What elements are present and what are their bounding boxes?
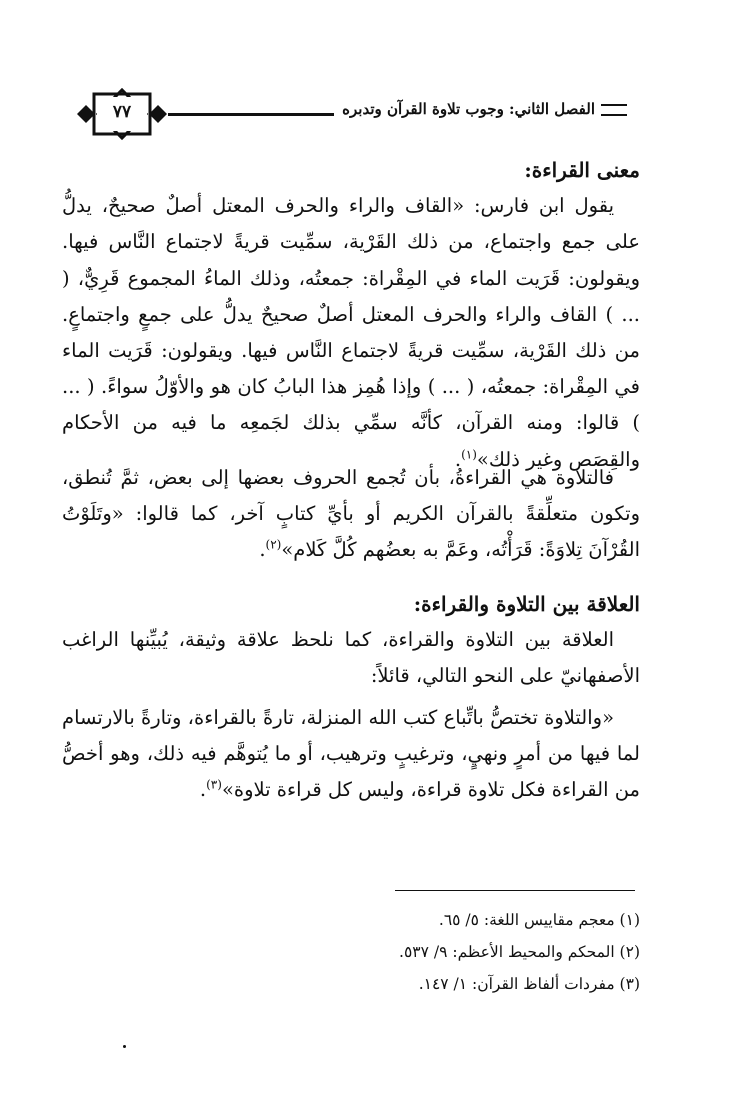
heading-relationship: العلاقة بين التلاوة والقراءة: xyxy=(413,592,640,616)
footnote-3: (٣) مفردات ألفاظ القرآن: ١/ ١٤٧. xyxy=(418,975,640,993)
footnote-separator xyxy=(395,890,635,891)
section-meaning-of-reading xyxy=(62,152,640,478)
chapter-title-text: الفصل الثاني: وجوب تلاوة القرآن وتدبره xyxy=(342,100,595,118)
page-number: ٧٧ xyxy=(112,102,132,122)
raghib-quote-text: «والتلاوة تختصُّ باتِّباع كتب الله المنزلة، تارةً بالقراءة، وتارةً بالارتسام لما فيها من أمرٍ ونهيٍ، وترغيبٍ وترهيب، أو ما يُتوهَّم فيه ذلك، وهو أخصُّ من القراءة فكل تلاوة قراءة، وليس كل قراءة تلاوة» xyxy=(62,706,640,802)
header-lines-icon xyxy=(601,104,627,116)
footnote-2: (٢) المحكم والمحيط الأعظم: ٩/ ٥٣٧. xyxy=(399,943,640,961)
tilawa-definition-text: فالتلاوة هي القراءةُ، بأن تُجمع الحروف بعضها إلى بعض، ثمَّ تُنطق، وتكون متعلِّقةً بالقرآن الكريم أو بأيِّ كتابٍ آخر، كما قالوا: «وتَلَوْتُ القُرْآنَ تِلاوَةً: قَرَأْتُه، وعَمَّ به بعضُهم كُلَّ كَلام» xyxy=(62,466,640,562)
footnote-ref-1[interactable]: (١) xyxy=(461,447,477,462)
footnote-1: (١) معجم مقاييس اللغة: ٥/ ٦٥. xyxy=(438,911,640,929)
ibn-faris-paragraph: يقول ابن فارس: «القاف والراء والحرف المعتل أصلٌ صحيحٌ، يدلُّ على جمع واجتماع، من ذلك القَرْية، سمِّيت قريةً لاجتماع النَّاس فيها. ويقولون: قَرَيت الماء في المِقْراة: جمعتُه، وذلك الماءُ المجموع قَرِيٌّ، ( ... ) القاف والراء والحرف المعتل أصلٌ صحيحٌ يدلُّ على جمعٍ واجتماعٍ. من ذلك القَرْية، سمِّيت قريةً لاجتماع النَّاس فيها. ويقولون: قَرَيت الماء في المِقْراة: جمعتُه، ( ... ) وإذا هُمِز هذا البابُ كان هو والأوّلُ سواءً. ( ... ) قالوا: ومنه القرآن، كأنَّه سمِّي بذلك لجَمعِه ما فيه من الأحكام والقِصَص وغير ذلك»$^{(١)}$. xyxy=(62,194,640,471)
chapter-title xyxy=(334,100,627,118)
footnote-ref-3[interactable]: (٣) xyxy=(206,777,222,792)
tilawa-definition-paragraph: فالتلاوة هي القراءةُ، بأن تُجمع الحروف بعضها إلى بعض، ثمَّ تُنطق، وتكون متعلِّقةً بالقرآن الكريم أو بأيِّ كتابٍ آخر، كما قالوا: «وتَلَوْتُ القُرْآنَ تِلاوَةً: قَرَأْتُه، وعَمَّ به بعضُهم كُلَّ كَلام»$^{(٢)}$. xyxy=(62,466,640,562)
running-header xyxy=(72,88,627,142)
footnote-ref-2[interactable]: (٢) xyxy=(265,537,282,552)
raghib-quote: «والتلاوة تختصُّ باتِّباع كتب الله المنزلة، تارةً بالقراءة، وتارةً بالارتسام لما فيها من أمرٍ ونهيٍ، وترغيبٍ وترهيب، أو ما يُتوهَّم فيه ذلك، وهو أخصُّ من القراءة فكل تلاوة قراءة، وليس كل قراءة تلاوة»$^{(٣)}$. xyxy=(62,706,640,802)
heading-meaning-of-reading: معنى القراءة: xyxy=(524,158,640,182)
relationship-paragraph: العلاقة بين التلاوة والقراءة، كما نلحظ علاقة وثيقة، يُبيِّنها الراغب الأصفهانيّ على النحو التالي، قائلاً: xyxy=(62,628,640,688)
scan-speck xyxy=(123,1045,126,1048)
ibn-faris-text: يقول ابن فارس: «القاف والراء والحرف المعتل أصلٌ صحيحٌ، يدلُّ على جمع واجتماع، من ذلك القَرْية، سمِّيت قريةً لاجتماع النَّاس فيها. ويقولون: قَرَيت الماء في المِقْراة: جمعتُه، وذلك الماءُ المجموع قَرِيٌّ، ( ... ) القاف والراء والحرف المعتل أصلٌ صحيحٌ يدلُّ على جمعٍ واجتماعٍ. من ذلك القَرْية، سمِّيت قريةً لاجتماع النَّاس فيها. ويقولون: قَرَيت الماء في المِقْراة: جمعتُه، ( ... ) وإذا هُمِز هذا البابُ كان هو والأوّلُ سواءً. ( ... ) قالوا: ومنه القرآن، كأنَّه سمِّي بذلك لجَمعِه ما فيه من الأحكام والقِصَص وغير ذلك» xyxy=(62,194,640,471)
footnotes xyxy=(62,904,640,1000)
